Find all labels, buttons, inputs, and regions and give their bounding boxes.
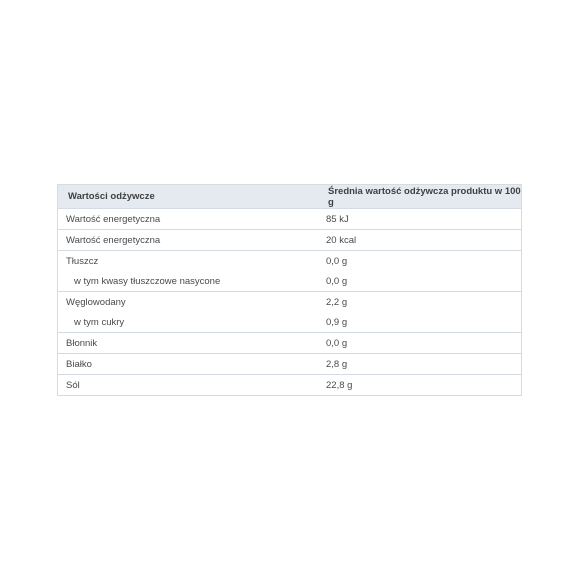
row-label: Błonnik xyxy=(58,333,319,354)
table-row-energy-kcal xyxy=(58,230,522,251)
row-label: w tym kwasy tłuszczowe nasycone xyxy=(74,275,221,287)
row-value: 0,0 g xyxy=(326,275,348,287)
row-value: 2,8 g xyxy=(318,354,522,375)
table-row-fat xyxy=(58,251,522,272)
table-row-protein xyxy=(58,354,522,375)
row-label: Białko xyxy=(58,354,319,375)
header-row xyxy=(58,185,522,209)
row-value: 0,9 g xyxy=(326,316,348,328)
row-label: Sól xyxy=(58,375,319,396)
header-nutrients: Wartości odżywcze xyxy=(58,185,319,209)
row-label: w tym cukry xyxy=(74,316,125,328)
table-row-carbohydrates xyxy=(58,292,522,313)
table-body xyxy=(58,209,522,396)
row-value: 20 kcal xyxy=(318,230,522,251)
table-row-energy-kj xyxy=(58,209,522,230)
row-value: 22,8 g xyxy=(318,375,522,396)
row-value: 0,0 g xyxy=(318,333,522,354)
row-label: Wartość energetyczna xyxy=(58,209,319,230)
table-row-fiber xyxy=(58,333,522,354)
nutrition-table xyxy=(57,184,522,396)
row-label: Węglowodany xyxy=(58,292,319,313)
header-average-value: Średnia wartość odżywcza produktu w 100 g xyxy=(318,185,522,209)
row-value: 0,0 g xyxy=(318,251,522,272)
row-value: 2,2 g xyxy=(318,292,522,313)
row-value: 85 kJ xyxy=(318,209,522,230)
row-label: Tłuszcz xyxy=(58,251,319,272)
table-row-salt xyxy=(58,375,522,396)
table-row-sugars xyxy=(58,312,522,333)
row-label: Wartość energetyczna xyxy=(58,230,319,251)
table-row-saturated-fat xyxy=(58,271,522,292)
table-header xyxy=(58,185,522,209)
